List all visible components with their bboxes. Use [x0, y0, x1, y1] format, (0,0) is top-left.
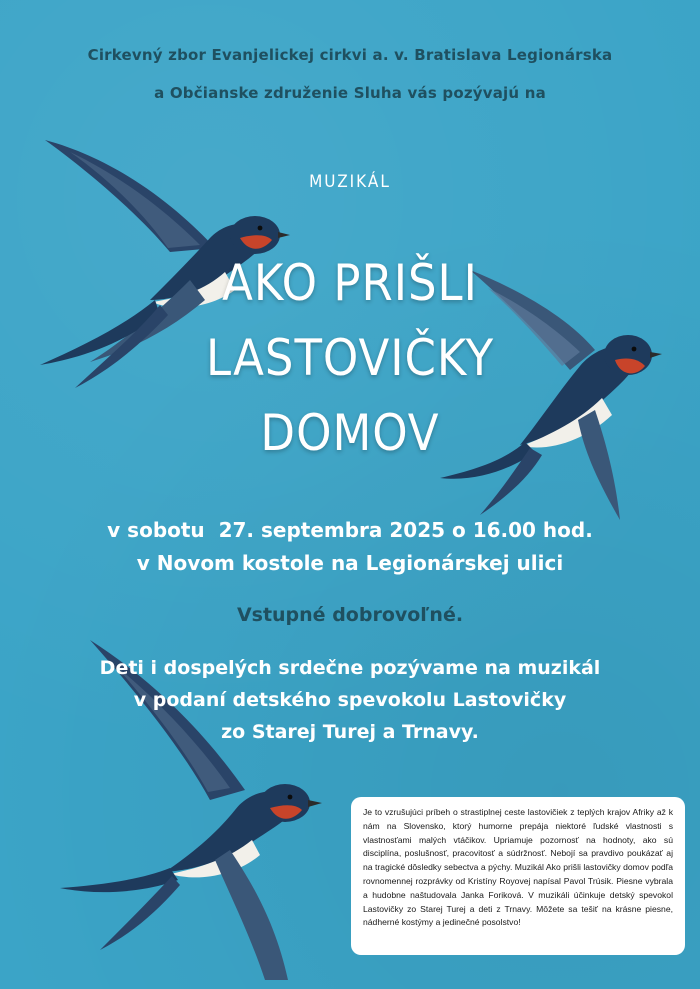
event-date: v sobotu 27. septembra 2025 o 16.00 hod.	[107, 518, 593, 542]
organizers-line-1: Cirkevný zbor Evanjelickej cirkvi a. v. Bratislava Legionárska	[87, 46, 613, 64]
description-text: Je to vzrušujúci príbeh o strastiplnej ceste lastovičiek z teplých krajov Afriky až k nám na Slovensko, ktorý humorne prepája niektoré ľudské vlastnosti s vlastnosťami malých vtáčikov. Upriamuje pozornosť na hodnoty, ako sú disciplína, poslušnosť, pracovitosť a súdržnosť. Nebojí sa pravdivo poukázať aj na tragické dôsledky sebectva a pýchy. Muzikál Ako prišli lastovičky domov podľa rovnomennej rozprávky od Kristíny Royovej napísal Pavol Trúsik. Piesne vybrala a hudobne naštudovala Janka Foriková. V muzikáli účinkuje detský spevokol Lastovičky zo Starej Turej a deti z Trnavy. Môžete sa tešiť na krásne piesne, nádherné kostýmy a jedinečné posolstvo!	[363, 807, 673, 928]
event-genre: MUZIKÁL	[309, 172, 391, 192]
description-box	[351, 797, 685, 955]
invitation-line-2: v podaní detského spevokolu Lastovičky	[133, 689, 567, 711]
organizers-line-2: a Občianske združenie Sluha vás pozývajú na	[154, 84, 546, 102]
invitation-line-1: Deti i dospelých srdečne pozývame na muzikál	[99, 657, 601, 679]
event-place: v Novom kostole na Legionárskej ulici	[136, 551, 564, 575]
entry-note: Vstupné dobrovoľné.	[236, 604, 464, 626]
event-title-line-1: AKO PRIŠLI	[222, 254, 478, 312]
invitation-line-3: zo Starej Turej a Trnavy.	[221, 721, 479, 743]
event-title-line-2: LASTOVIČKY	[205, 329, 495, 387]
event-title-line-3: DOMOV	[260, 404, 440, 462]
